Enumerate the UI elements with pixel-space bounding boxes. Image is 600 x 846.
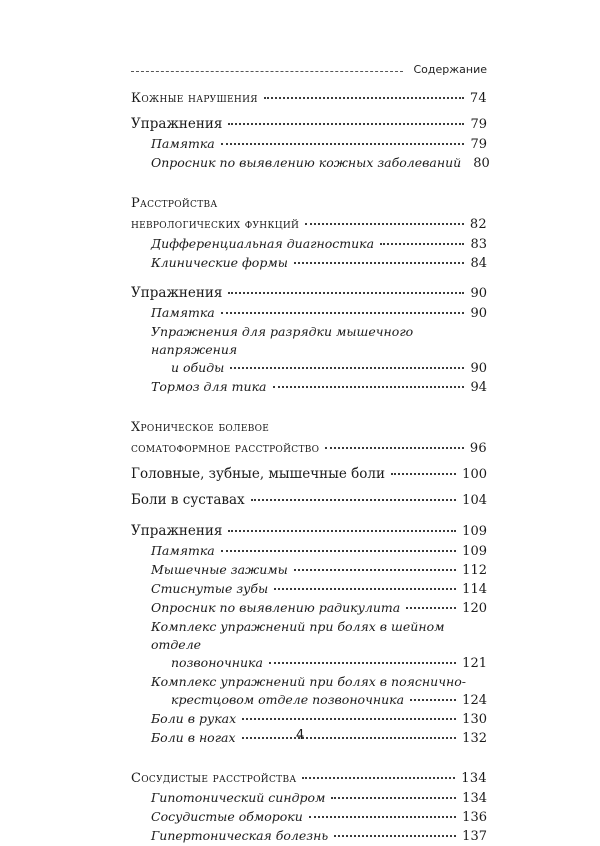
toc-entry [131, 438, 487, 459]
dot-leader [274, 588, 456, 590]
dot-leader [251, 499, 457, 501]
toc-entry-page: 124 [462, 693, 487, 708]
toc-entry-title: Тормоз для тика [151, 379, 267, 394]
dot-leader [410, 699, 456, 701]
toc-entry-title: Упражнения [131, 285, 223, 301]
toc-subentry [131, 378, 487, 397]
dot-leader [264, 97, 464, 99]
dot-leader [391, 473, 456, 475]
toc-entry-page: 130 [462, 712, 487, 727]
toc-entry-page: 80 [473, 156, 490, 171]
toc-entry-page: 82 [469, 217, 487, 232]
toc-subentry [131, 691, 487, 710]
toc-entry [131, 88, 487, 109]
toc-entry [131, 521, 487, 542]
toc-entry-title: Клинические формы [151, 255, 288, 270]
dot-leader [228, 292, 464, 294]
toc-entry-title: Упражнения [131, 116, 223, 132]
toc-entry-title: Гипотонический синдром [151, 790, 326, 805]
toc-subentry [131, 580, 487, 599]
toc-entry-title: крестцовом отделе позвоночника [171, 692, 405, 707]
dot-leader [221, 143, 465, 145]
toc-entry-title: Сосудистые обмороки [151, 809, 303, 824]
dot-leader [221, 550, 456, 552]
dot-leader [228, 530, 456, 532]
toc-entry-page: 84 [470, 256, 487, 271]
dot-leader [406, 607, 456, 609]
toc-subentry [131, 808, 487, 827]
toc-entry-title: Гипертоническая болезнь [151, 828, 329, 843]
toc-subentry [131, 542, 487, 561]
toc-entry-title: соматоформное расстройство [131, 441, 320, 456]
dot-leader [242, 718, 456, 720]
toc-subentry [131, 235, 487, 254]
toc-subentry [131, 135, 487, 154]
toc-entry-page: 100 [462, 467, 487, 482]
dot-leader [380, 243, 464, 245]
dot-leader [269, 662, 456, 664]
dot-leader [230, 367, 464, 369]
toc-subentry [131, 827, 487, 846]
toc-subentry-line1: Комплекс упражнений при болях в пояснично- [151, 674, 466, 689]
toc-subentry [131, 599, 487, 618]
toc-entry-title: Сосудистые расстройства [131, 771, 297, 786]
dot-leader [221, 312, 465, 314]
toc-subentry [131, 789, 487, 808]
toc-entry [131, 114, 487, 135]
toc-entry-title: Памятка [151, 543, 215, 558]
toc-entry [131, 214, 487, 235]
toc-entry-page: 114 [462, 582, 487, 597]
toc-entry-title: неврологических функций [131, 217, 300, 232]
toc-entry-page: 120 [462, 601, 487, 616]
toc-entry-page: 94 [470, 380, 487, 395]
toc-subentry-line1: Комплекс упражнений при болях в шейном отделе [151, 619, 445, 652]
toc-subentry [131, 304, 487, 323]
dot-leader [302, 777, 455, 779]
toc-subentry [131, 254, 487, 273]
toc-entry [131, 768, 487, 789]
dot-leader [273, 386, 465, 388]
toc-entry-page: 134 [462, 791, 487, 806]
dot-leader [334, 835, 456, 837]
dot-leader [228, 123, 464, 125]
toc-entry-page: 134 [461, 771, 487, 786]
toc-entry-title: Головные, зубные, мышечные боли [131, 466, 385, 482]
dot-leader [305, 223, 464, 225]
toc-entry-page: 132 [462, 731, 487, 746]
toc-entry-title: Упражнения [131, 523, 223, 539]
toc-entry-page: 136 [462, 810, 487, 825]
toc-entry-title: Опросник по выявлению радикулита [151, 600, 401, 615]
toc-entry-page: 112 [462, 563, 487, 578]
toc-entry-title: Мышечные зажимы [151, 562, 288, 577]
toc-entry-title: Памятка [151, 305, 215, 320]
toc-entry-page: 104 [462, 493, 487, 508]
dot-leader [294, 569, 456, 571]
page-number: 4 [295, 728, 305, 743]
toc-entry [131, 490, 487, 511]
toc-entry-title: Памятка [151, 136, 215, 151]
toc-entry-title: Опросник по выявлению кожных заболеваний [151, 155, 462, 170]
toc-entry-page: 109 [462, 544, 487, 559]
dot-leader [325, 447, 464, 449]
toc-entry-title: позвоночника [171, 655, 263, 670]
toc-entry-page: 74 [469, 91, 487, 106]
toc-entry-page: 83 [470, 237, 487, 252]
toc-subentry [131, 654, 487, 673]
toc-entry-page: 121 [462, 656, 487, 671]
toc-entry-line1: Расстройства [131, 196, 218, 211]
running-header [131, 59, 487, 79]
toc-entry-page: 137 [462, 829, 487, 844]
toc-subentry [131, 359, 487, 378]
toc-entry-page: 109 [462, 524, 487, 539]
toc-entry-title: Боли в суставах [131, 492, 245, 508]
header-section-title: Содержание [413, 62, 487, 76]
toc-subentry [131, 710, 487, 729]
toc-subentry [131, 154, 490, 173]
toc-entry-page: 79 [470, 137, 487, 152]
toc-entry-title: Дифференциальная диагностика [151, 236, 375, 251]
toc-subentry [131, 561, 487, 580]
toc-entry [131, 283, 487, 304]
toc-entry [131, 464, 487, 485]
toc-entry-title: Боли в ногах [151, 730, 236, 745]
toc-entry-line1: Хроническое болевое [131, 420, 270, 435]
toc-entry-page: 96 [469, 441, 487, 456]
toc-subentry-line1: Упражнения для разрядки мышечного напряжения [151, 324, 414, 357]
toc-entry-page: 90 [470, 306, 487, 321]
dot-leader [309, 816, 456, 818]
header-dashed-rule [131, 71, 403, 72]
toc-entry-title: Стиснутые зубы [151, 581, 269, 596]
dot-leader [331, 797, 456, 799]
toc-entry-page: 90 [470, 286, 487, 301]
dot-leader [294, 262, 465, 264]
toc-entry-page: 79 [470, 117, 487, 132]
toc-entry-page: 90 [470, 361, 487, 376]
toc-entry-title: Боли в руках [151, 711, 237, 726]
toc-entry-title: Кожные нарушения [131, 91, 258, 106]
toc-entry-title: и обиды [171, 360, 225, 375]
